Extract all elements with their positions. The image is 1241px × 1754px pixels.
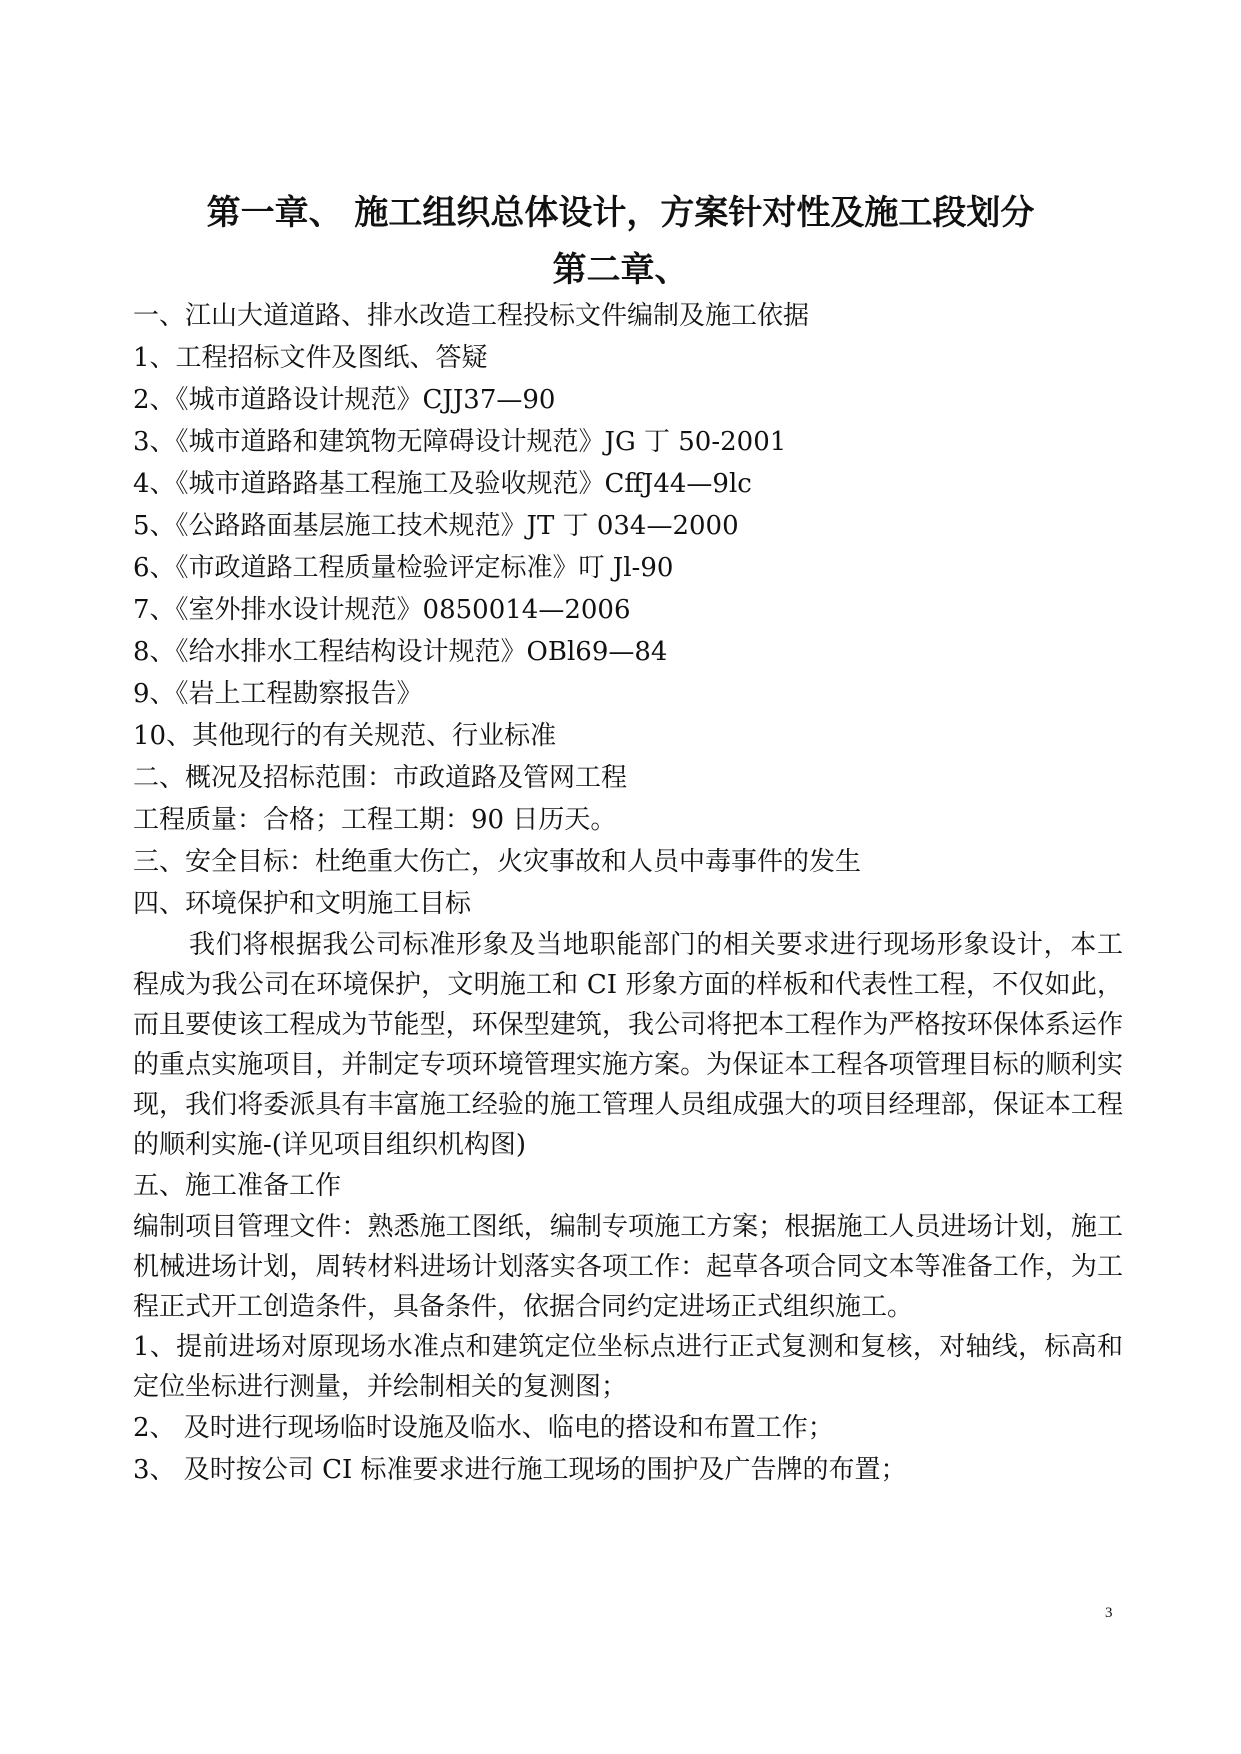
basis-item-3: 3、《城市道路和建筑物无障碍设计规范》JG 丁 50-2001 <box>133 427 787 457</box>
heading-preparation: 五、施工准备工作 <box>133 1171 342 1201</box>
basis-item-9: 9、《岩上工程勘察报告》 <box>133 679 423 709</box>
page-number: 3 <box>1105 1605 1113 1621</box>
heading-environment: 四、环境保护和文明施工目标 <box>133 889 472 919</box>
chapter-title-1: 第一章、 施工组织总体设计，方案针对性及施工段划分 <box>206 193 1035 233</box>
environment-paragraph: 我们将根据我公司标准形象及当地职能部门的相关要求进行现场形象设计，本工程成为我公司在环境保护，文明施工和 CI 形象方面的样板和代表性工程，不仅如此，而且要使该工程成为节能型，环保型建筑，我公司将把本工程作为严格按环保体系运作的重点实施项目，并制定专项环境管理实施方案。为保证本工程各项管理目标的顺利实现，我们将委派具有丰富施工经验的施工管理人员组成强大的项目经理部，保证本工程的顺利实施-(详见项目组织机构图) <box>133 930 1123 1160</box>
basis-item-6: 6、《市政道路工程质量检验评定标准》叮 Jl-90 <box>133 553 674 583</box>
quality-schedule-line: 工程质量：合格；工程工期：90 日历天。 <box>133 805 617 835</box>
preparation-item-2: 2、 及时进行现场临时设施及临水、临电的搭设和布置工作； <box>133 1413 834 1443</box>
heading-safety: 三、安全目标：杜绝重大伤亡，火灾事故和人员中毒事件的发生 <box>133 847 862 877</box>
basis-item-2: 2、《城市道路设计规范》CJJ37—90 <box>133 385 556 415</box>
basis-item-10: 10、其他现行的有关规范、行业标准 <box>133 721 557 751</box>
preparation-item-3: 3、 及时按公司 CI 标准要求进行施工现场的围护及广告牌的布置； <box>133 1455 907 1485</box>
chapter-title-2: 第二章、 <box>552 250 689 290</box>
preparation-paragraph: 编制项目管理文件：熟悉施工图纸，编制专项施工方案；根据施工人员进场计划，施工机械进场计划，周转材料进场计划落实各项工作：起草各项合同文本等准备工作，为工程正式开工创造条件，具备条件，依据合同约定进场正式组织施工。 <box>133 1212 1123 1322</box>
basis-item-8: 8、《给水排水工程结构设计规范》OBl69—84 <box>133 637 668 667</box>
document-body <box>133 295 1123 1491</box>
preparation-item-1: 1、提前进场对原现场水准点和建筑定位坐标点进行正式复测和复核，对轴线，标高和定位坐标进行测量，并绘制相关的复测图； <box>133 1332 1123 1402</box>
basis-item-5: 5、《公路路面基层施工技术规范》JT 丁 034—2000 <box>133 511 739 541</box>
heading-basis: 一、江山大道道路、排水改造工程投标文件编制及施工依据 <box>133 301 810 331</box>
basis-item-1: 1、工程招标文件及图纸、答疑 <box>133 343 488 373</box>
heading-overview: 二、概况及招标范围：市政道路及管网工程 <box>133 763 628 793</box>
basis-item-4: 4、《城市道路路基工程施工及验收规范》CffJ44—9lc <box>133 469 752 499</box>
basis-item-7: 7、《室外排水设计规范》0850014—2006 <box>133 595 631 625</box>
